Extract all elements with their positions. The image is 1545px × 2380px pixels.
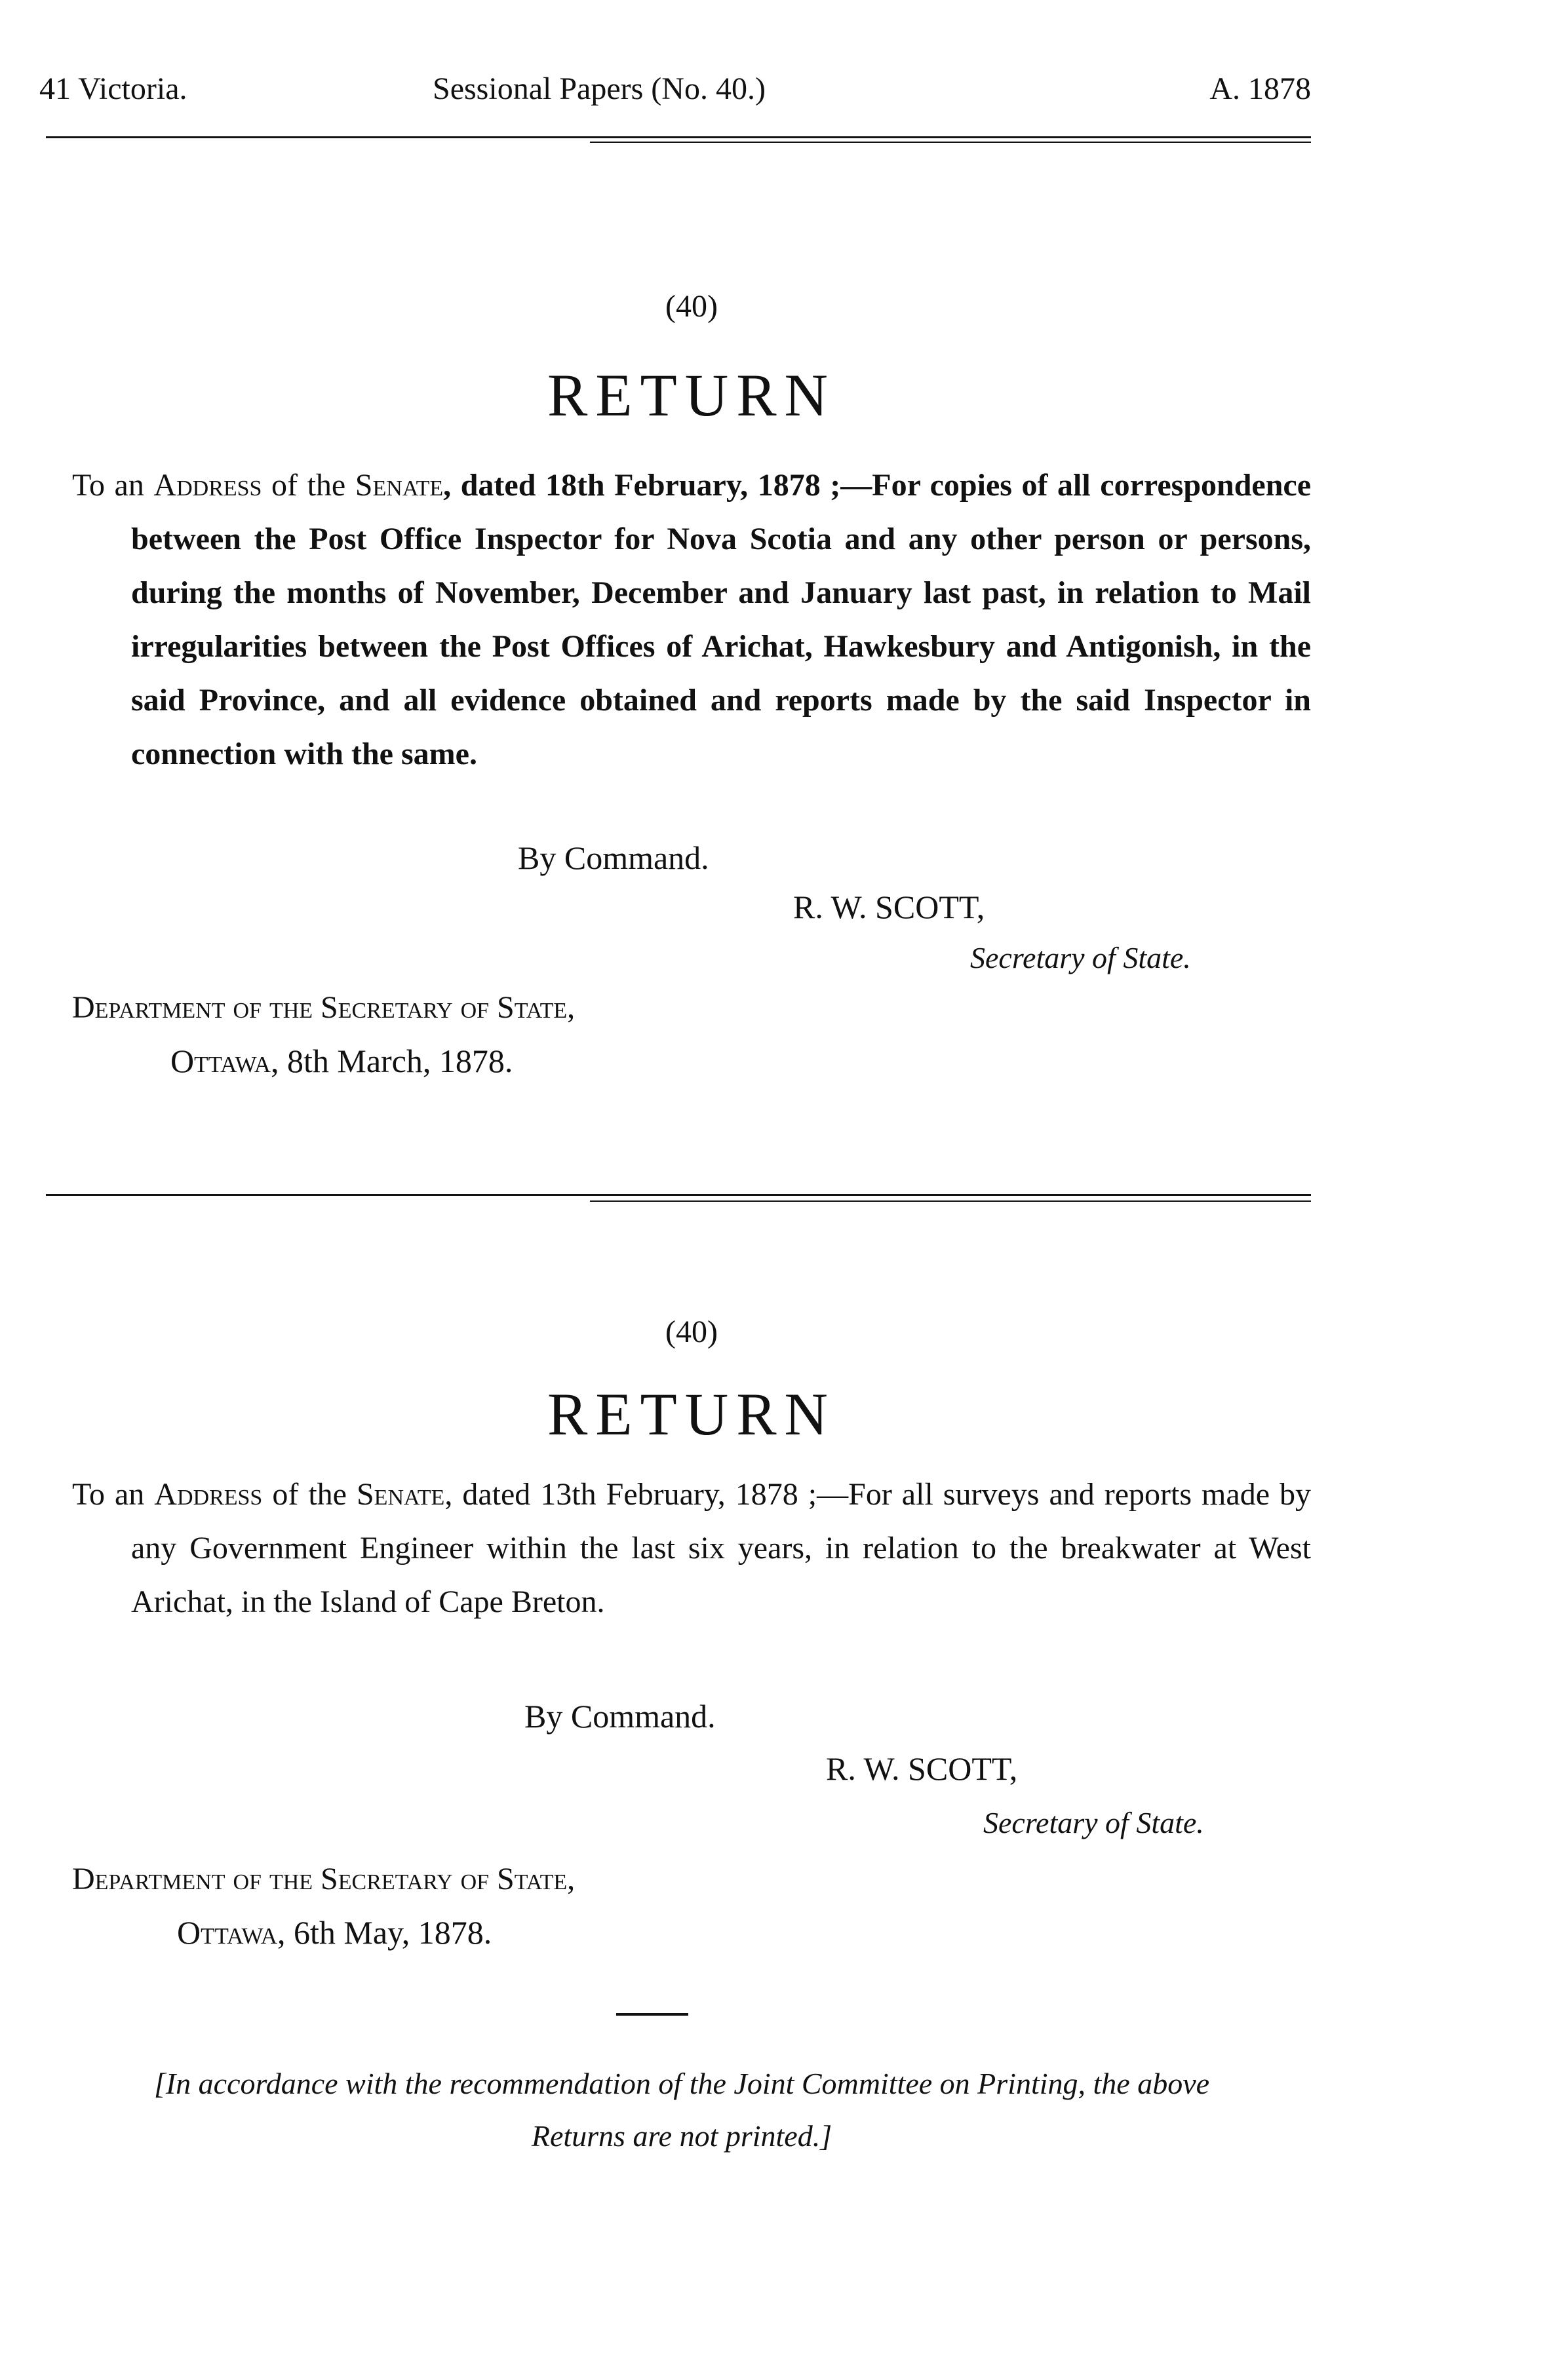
place-date-line	[170, 1042, 513, 1080]
senate-word: Senate	[356, 1477, 445, 1512]
place-city: Ottawa	[177, 1914, 277, 1951]
header-year: A. 1878	[1209, 71, 1311, 106]
signatory-name: R. W. SCOTT,	[793, 889, 985, 925]
header-regnal-year: 41 Victoria.	[39, 71, 187, 106]
by-command: By Command.	[524, 1698, 716, 1735]
header-rule-lower	[590, 142, 1311, 143]
address-word: Address	[153, 468, 262, 503]
senate-word: Senate	[355, 468, 444, 503]
printing-note	[39, 2058, 1324, 2162]
address-body: , dated 13th February, 1878 ;—For all surveys and reports made by any Government Engineer within the last six years, in relation to the breakwater at West Arichat, in the Island of Cape Breton.	[131, 1477, 1311, 1619]
department-line: Department of the Secretary of State,	[72, 990, 576, 1025]
signatory-name: R. W. SCOTT,	[826, 1750, 1018, 1787]
address-lead: To an	[72, 1477, 145, 1512]
closing-dash	[616, 2013, 688, 2016]
return-title: RETURN	[547, 1381, 836, 1448]
running-header	[39, 71, 1311, 117]
place-date: , 8th March, 1878.	[270, 1043, 513, 1079]
department-line: Department of the Secretary of State,	[72, 1862, 576, 1896]
address-word: Address	[154, 1477, 263, 1512]
signatory-title: Secretary of State.	[983, 1806, 1204, 1839]
signatory-title: Secretary of State.	[970, 941, 1191, 974]
header-rule	[46, 136, 1311, 138]
address-lead: To an	[72, 468, 144, 503]
return-number: (40)	[665, 289, 718, 324]
place-date-line	[177, 1913, 492, 1951]
place-date: , 6th May, 1878.	[277, 1914, 492, 1951]
place-city: Ottawa	[170, 1043, 271, 1079]
header-sessional-papers: Sessional Papers (No. 40.)	[433, 71, 766, 106]
address-connector: of the	[262, 1477, 357, 1512]
section-divider-lower	[590, 1200, 1311, 1202]
return-number: (40)	[665, 1315, 718, 1349]
return-title: RETURN	[547, 362, 836, 429]
address-connector: of the	[262, 468, 355, 503]
return-address-text	[72, 1468, 1311, 1629]
printing-note-line-1: [In accordance with the recommendation of the Joint Committee on Printing, the above	[153, 2067, 1210, 2100]
section-divider	[46, 1194, 1311, 1196]
return-address-text	[72, 459, 1311, 781]
printing-note-line-2: Returns are not printed.]	[531, 2119, 832, 2153]
by-command: By Command.	[518, 839, 709, 876]
address-body: , dated 18th February, 1878 ;—For copies of all correspondence between the Post Office Inspector for Nova Scotia and any other person or persons, during the months of November, December and January last past, in relation to Mail irregularities between the Post Offices of Arichat, Hawkesbury and Antigonish, in the said Province, and all evidence obtained and reports made by the said Inspector in connection with the same.	[131, 468, 1312, 771]
